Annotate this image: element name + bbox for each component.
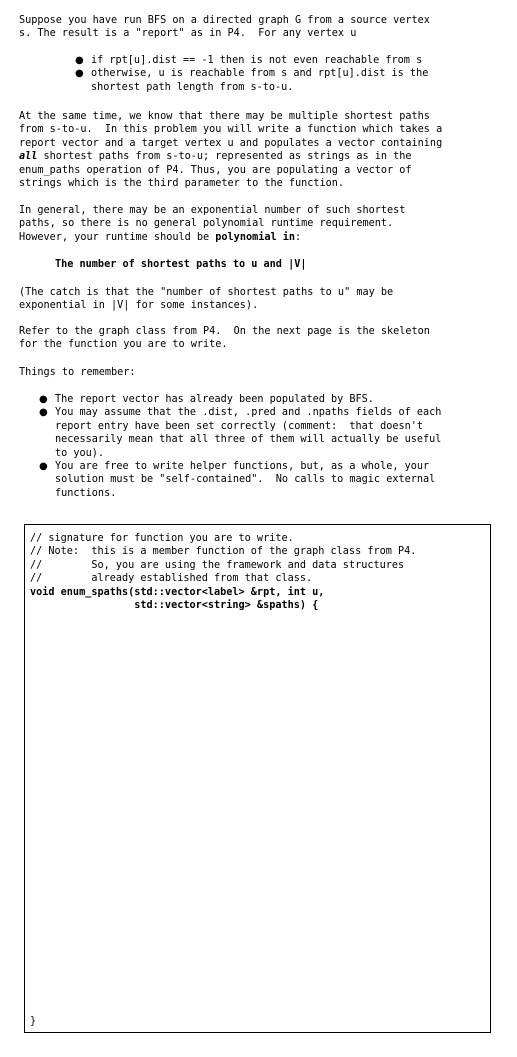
- emphasis-word: all: [19, 151, 38, 163]
- refer-paragraph: [19, 325, 499, 352]
- reminder-text: The report vector has already been populated by BFS.: [55, 394, 374, 405]
- condition-text: otherwise, u is reachable from s and rpt[u].dist is the: [91, 68, 429, 80]
- reminder-text: solution must be "self-contained". No calls to magic external: [55, 474, 436, 486]
- text-line: shortest paths from s-to-u; represented as strings as in the: [37, 151, 412, 163]
- condition-text: shortest path length from s-to-u.: [91, 81, 294, 93]
- reminders-list: [39, 393, 442, 500]
- reminder-text: You may assume that the .dist, .pred and .npaths fields of each: [55, 407, 442, 419]
- code-comment: // Note: this is a member function of the graph class from P4.: [30, 546, 417, 558]
- bullet-icon: ●: [39, 461, 48, 473]
- bold-phrase: polynomial in: [215, 231, 296, 243]
- list-item: [75, 54, 428, 67]
- text-line: report vector and a target vertex u and populates a vector containing: [19, 137, 443, 149]
- reminder-text: to you).: [55, 447, 105, 459]
- condition-text: if rpt[u].dist == -1 then is not even reachable from s: [91, 55, 423, 66]
- text-line: Refer to the graph class from P4. On the next page is the skeleton: [19, 326, 430, 337]
- problem-paragraph: [19, 110, 499, 190]
- list-item: [39, 406, 442, 460]
- intro-line: s. The result is a "report" as in P4. For any vertex u: [19, 28, 357, 40]
- text-line: for the function you are to write.: [19, 339, 228, 351]
- text-line: At the same time, we know that there may be multiple shortest paths: [19, 111, 430, 122]
- list-item: [75, 67, 429, 94]
- code-comment: // already established from that class.: [30, 573, 313, 585]
- list-item: [39, 460, 441, 500]
- bullet-icon: ●: [75, 68, 84, 80]
- catch-paragraph: [19, 286, 499, 313]
- text-line: However, your runtime should be: [19, 231, 216, 243]
- runtime-paragraph: [19, 204, 499, 244]
- text-line: In general, there may be an exponential number of such shortest: [19, 205, 406, 216]
- intro-paragraph: [19, 14, 499, 41]
- conditions-list: [75, 54, 429, 94]
- function-signature: void enum_spaths(std::vector<label> &rpt, int u,: [30, 586, 325, 598]
- code-comment: // signature for function you are to write.: [30, 533, 294, 544]
- reminder-text: functions.: [55, 487, 117, 499]
- bullet-icon: ●: [39, 394, 48, 405]
- code-comment: // So, you are using the framework and data structures: [30, 559, 405, 571]
- reminder-text: You are free to write helper functions, but, as a whole, your: [55, 461, 430, 473]
- bullet-icon: ●: [75, 55, 84, 66]
- reminder-text: report entry have been set correctly (comment: that doesn't: [55, 420, 424, 432]
- list-item: [39, 393, 441, 406]
- code-answer-box[interactable]: [24, 524, 491, 1033]
- reminder-text: necessarily mean that all three of them will actually be useful: [55, 434, 442, 446]
- text-line: from s-to-u. In this problem you will write a function which takes a: [19, 124, 443, 136]
- text-line: enum_paths operation of P4. Thus, you are populating a vector of: [19, 164, 412, 176]
- runtime-requirement: The number of shortest paths to u and |V|: [55, 259, 307, 270]
- text-line: strings which is the third parameter to the function.: [19, 178, 345, 190]
- text-line: :: [295, 231, 302, 243]
- bullet-icon: ●: [39, 407, 48, 419]
- text-line: (The catch is that the "number of shortest paths to u" may be: [19, 287, 394, 298]
- things-heading: Things to remember:: [19, 367, 136, 378]
- text-line: exponential in |V| for some instances).: [19, 300, 259, 312]
- function-signature: std::vector<string> &spaths) {: [30, 600, 319, 612]
- closing-brace: }: [30, 1015, 37, 1027]
- code-skeleton: [30, 532, 416, 612]
- intro-line: Suppose you have run BFS on a directed graph G from a source vertex: [19, 15, 430, 26]
- text-line: paths, so there is no general polynomial runtime requirement.: [19, 218, 394, 230]
